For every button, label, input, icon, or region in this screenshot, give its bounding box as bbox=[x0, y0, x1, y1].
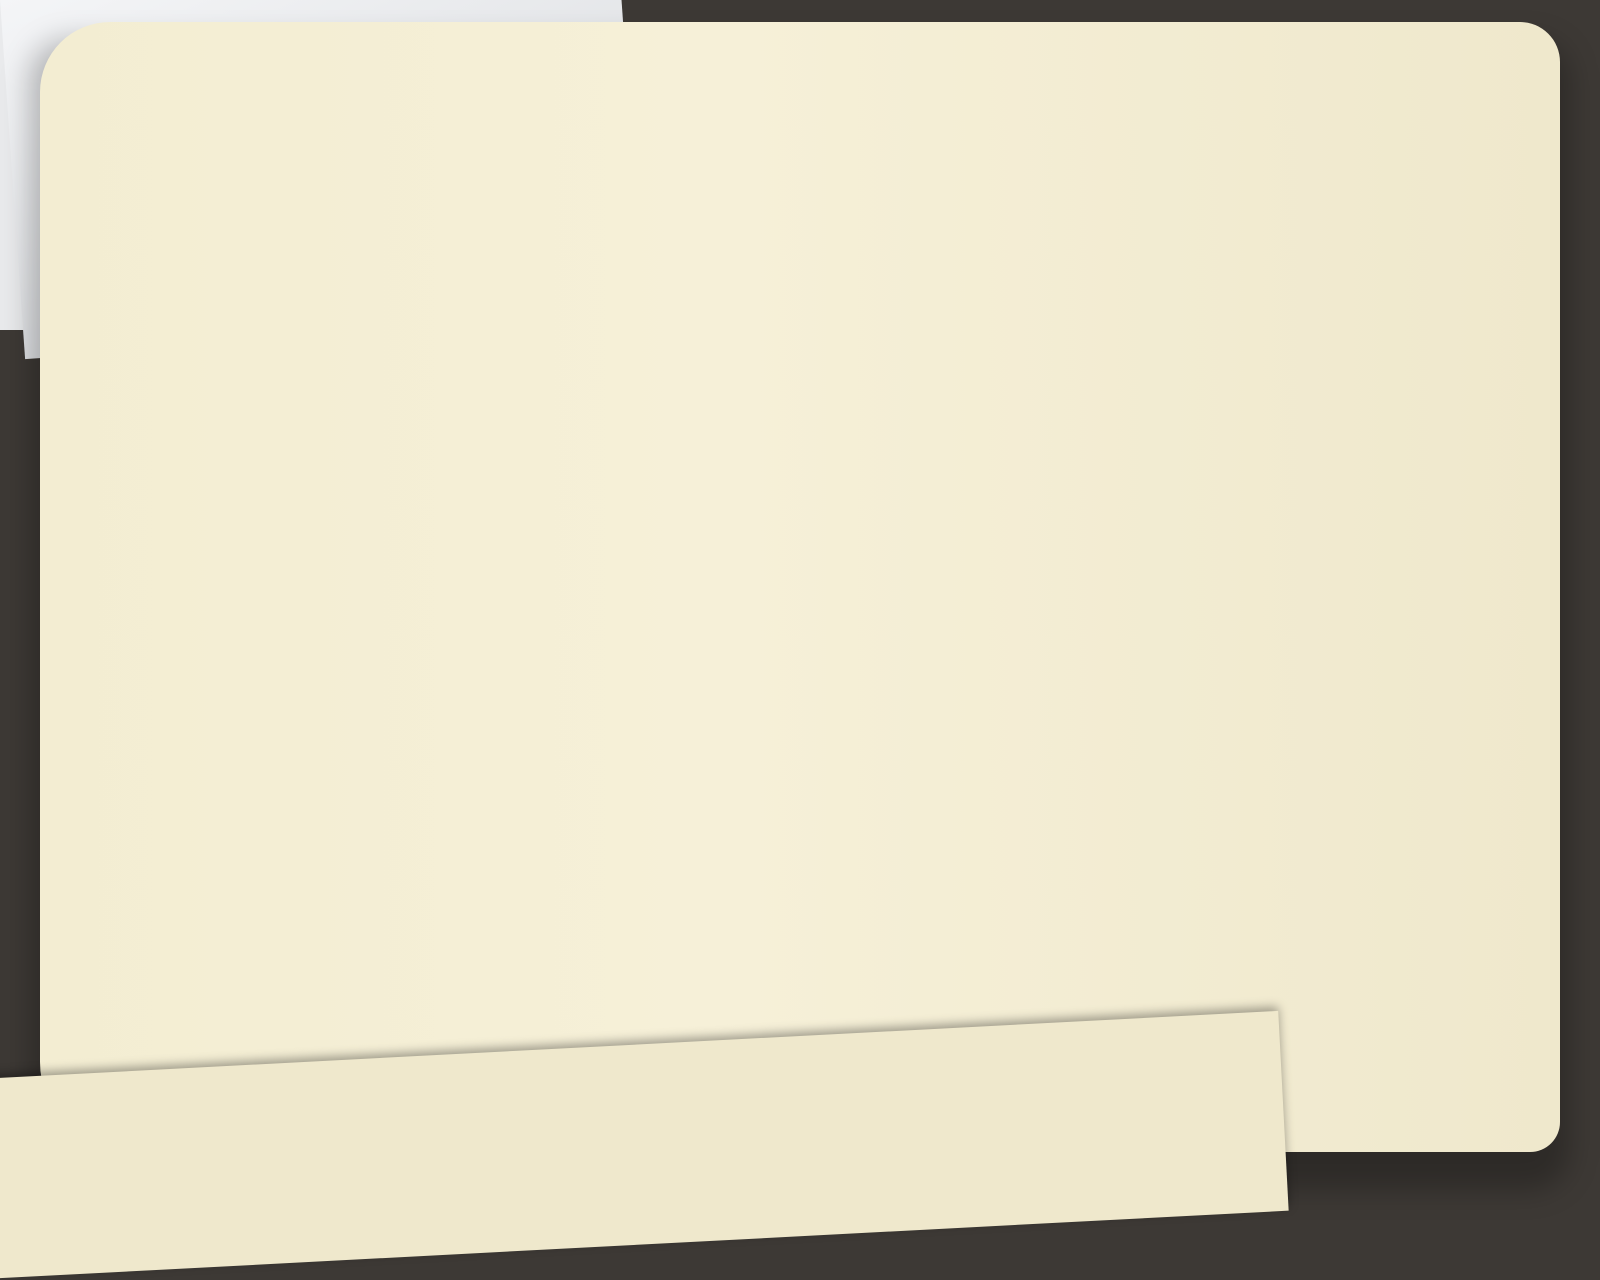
notebook-page bbox=[40, 22, 1560, 1152]
